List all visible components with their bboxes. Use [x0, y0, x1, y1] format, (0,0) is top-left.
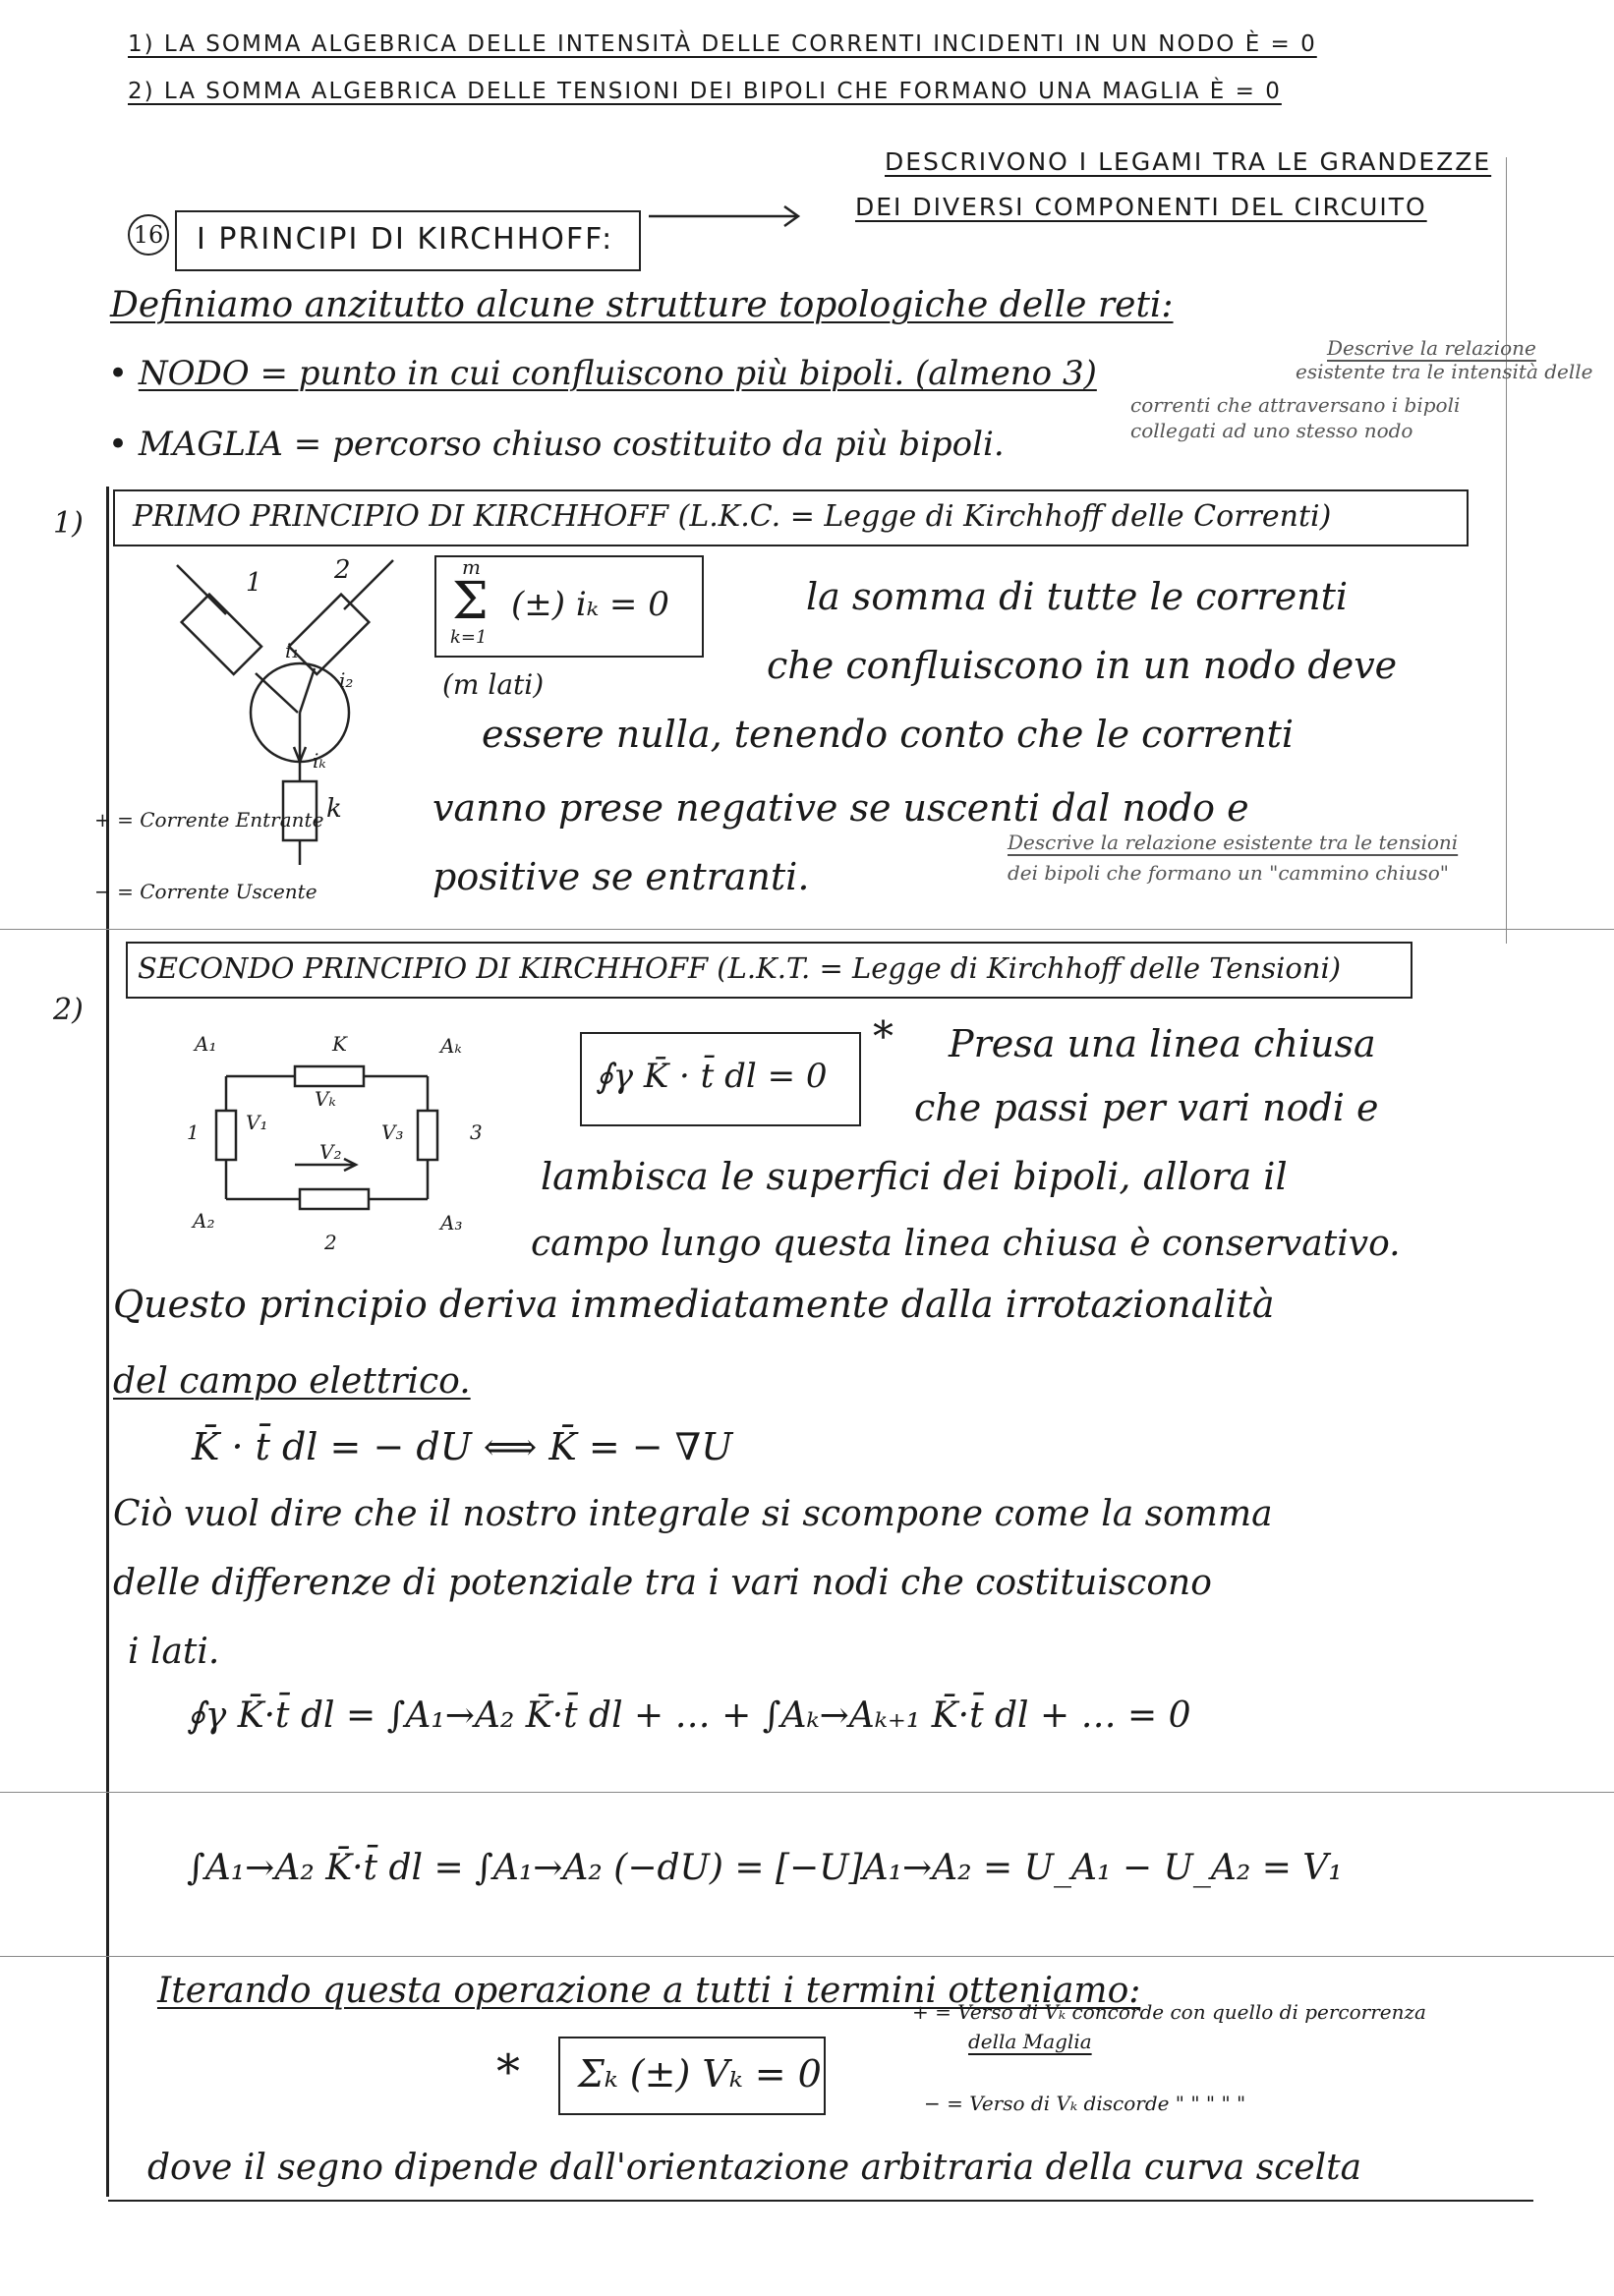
- rule-line: [0, 929, 1614, 930]
- branch-2: 2: [324, 1231, 337, 1254]
- primo-text-1: la somma di tutte le correnti: [806, 575, 1349, 618]
- arrow-icon: [649, 197, 826, 236]
- sum-expression: (±) iₖ = 0: [511, 585, 669, 624]
- branch-label-2: 2: [334, 555, 351, 585]
- sum-bottom: k=1: [450, 627, 488, 648]
- plus-verso-note: + = Verso di Vₖ concorde con quello di percorrenza: [912, 2000, 1426, 2024]
- current-label-ik: iₖ: [313, 749, 326, 773]
- final-line-2: dove il segno dipende dall'orientazione arbitraria della curva scelta: [147, 2148, 1362, 2188]
- voltage-vk: Vₖ: [315, 1087, 336, 1111]
- primo-text-3: essere nulla, tenendo conto che le correnti: [482, 713, 1295, 756]
- secondo-text-2: che passi per vari nodi e: [914, 1086, 1379, 1129]
- gradient-equation: K̄ · t̄ dl = − dU ⟺ K̄ = − ∇U: [192, 1425, 733, 1468]
- secondo-title: SECONDO PRINCIPIO DI KIRCHHOFF (L.K.T. = Legge di Kirchhoff delle Tensioni): [138, 951, 1342, 985]
- node-a3: A₃: [440, 1211, 463, 1234]
- body-p2: del campo elettrico.: [113, 1361, 471, 1402]
- final-star: *: [496, 2044, 520, 2099]
- branch-label-1: 1: [246, 568, 262, 598]
- primo-text-2: che confluiscono in un nodo deve: [767, 644, 1398, 687]
- body-p1: Questo principio deriva immediatamente dalla irrotazionalità: [113, 1283, 1275, 1326]
- maglia-note-2: collegati ad uno stesso nodo: [1130, 419, 1413, 442]
- body-p5: i lati.: [128, 1632, 220, 1672]
- primo-text-5: positive se entranti.: [432, 855, 810, 898]
- node-a1: A₁: [195, 1032, 217, 1056]
- secondo-index: 2): [53, 993, 84, 1027]
- nodo-term: NODO = punto in cui confluiscono più bipoli. (almeno 3): [138, 354, 1097, 393]
- maglia-definition: • MAGLIA = percorso chiuso costituito da più bipoli.: [108, 425, 1005, 464]
- minus-verso-note: − = Verso di Vₖ discorde " " " " ": [924, 2092, 1246, 2115]
- final-sum: Σₖ (±) Vₖ = 0: [578, 2052, 822, 2095]
- branch-label-k: k: [326, 794, 342, 824]
- branch-3: 3: [470, 1120, 483, 1144]
- node-a2: A₂: [193, 1209, 215, 1233]
- right-rule: [1506, 157, 1507, 944]
- sum-of-integrals: ∮γ K̄·t̄ dl = ∫A₁→A₂ K̄·t̄ dl + … + ∫Aₖ→Aₖ₊₁ K̄·t̄ dl + … = 0: [187, 1695, 1191, 1736]
- voltage-v2: V₂: [319, 1140, 342, 1164]
- plus-legend: + = Corrente Entrante: [94, 808, 324, 832]
- primo-index: 1): [53, 506, 84, 541]
- law-2: 2) LA SOMMA ALGEBRICA DELLE TENSIONI DEI BIPOLI CHE FORMANO UNA MAGLIA È = 0: [128, 79, 1282, 104]
- secondo-text-3: lambisca le superfici dei bipoli, allora il: [541, 1155, 1288, 1198]
- secondo-text-1: Presa una linea chiusa: [949, 1022, 1376, 1065]
- voltage-v1: V₁: [246, 1111, 268, 1134]
- branch-1: 1: [187, 1120, 200, 1144]
- current-label-i2: i₂: [339, 668, 354, 692]
- plus-verso-note-2: della Maglia: [968, 2030, 1092, 2053]
- describe-line-2: DEI DIVERSI COMPONENTI DEL CIRCUITO: [855, 193, 1427, 221]
- page-bottom-line: [108, 2200, 1533, 2202]
- secondo-text-4: campo lungo questa linea chiusa è conservativo.: [531, 1224, 1401, 1264]
- rule-line: [0, 1792, 1614, 1793]
- primo-text-4: vanno prese negative se uscenti dal nodo e: [432, 786, 1249, 830]
- body-p4: delle differenze di potenziale tra i vari nodi che costituiscono: [113, 1563, 1212, 1603]
- integral-star: *: [873, 1012, 893, 1061]
- body-p3: Ciò vuol dire che il nostro integrale si scompone come la somma: [113, 1494, 1273, 1534]
- section-number: 16: [128, 214, 169, 256]
- circulation-integral: ∮γ K̄ · t̄ dl = 0: [596, 1057, 828, 1096]
- law-1: 1) LA SOMMA ALGEBRICA DELLE INTENSITÀ DELLE CORRENTI INCIDENTI IN UN NODO È = 0: [128, 31, 1317, 57]
- final-line-1: Iterando questa operazione a tutti i termini otteniamo:: [157, 1971, 1141, 2011]
- nodo-definition: • NODO = punto in cui confluiscono più bipoli. (almeno 3): [108, 354, 1097, 393]
- primo-note-1: Descrive la relazione esistente tra le tensioni: [1008, 831, 1459, 854]
- m-lati: (m lati): [442, 668, 545, 701]
- page-title: I PRINCIPI DI KIRCHHOFF:: [197, 222, 614, 257]
- nodo-note-2: esistente tra le intensità delle: [1296, 360, 1593, 383]
- nodo-note-1: Descrive la relazione: [1327, 336, 1536, 360]
- potential-difference-equation: ∫A₁→A₂ K̄·t̄ dl = ∫A₁→A₂ (−dU) = [−U]A₁→A₂ = U_A₁ − U_A₂ = V₁: [187, 1848, 1343, 1888]
- intro-line: Definiamo anzitutto alcune strutture topologiche delle reti:: [110, 285, 1174, 325]
- voltage-v3: V₃: [381, 1120, 404, 1144]
- minus-legend: − = Corrente Uscente: [94, 880, 317, 903]
- primo-note-2: dei bipoli che formano un "cammino chiuso": [1008, 861, 1449, 885]
- maglia-note-1: correnti che attraversano i bipoli: [1130, 393, 1461, 417]
- primo-title: PRIMO PRINCIPIO DI KIRCHHOFF (L.K.C. = Legge di Kirchhoff delle Correnti): [133, 499, 1332, 534]
- sum-sign: Σ: [452, 572, 489, 631]
- margin-line: [106, 487, 109, 2197]
- current-label-i1: i₁: [285, 639, 300, 662]
- node-ak: Aₖ: [440, 1034, 462, 1058]
- sum-top: m: [462, 555, 481, 579]
- maglia-term: MAGLIA = percorso chiuso costituito da più bipoli.: [138, 425, 1005, 464]
- resistor-k: K: [332, 1032, 347, 1056]
- rule-line: [0, 1956, 1614, 1957]
- describe-line-1: DESCRIVONO I LEGAMI TRA LE GRANDEZZE: [885, 147, 1492, 176]
